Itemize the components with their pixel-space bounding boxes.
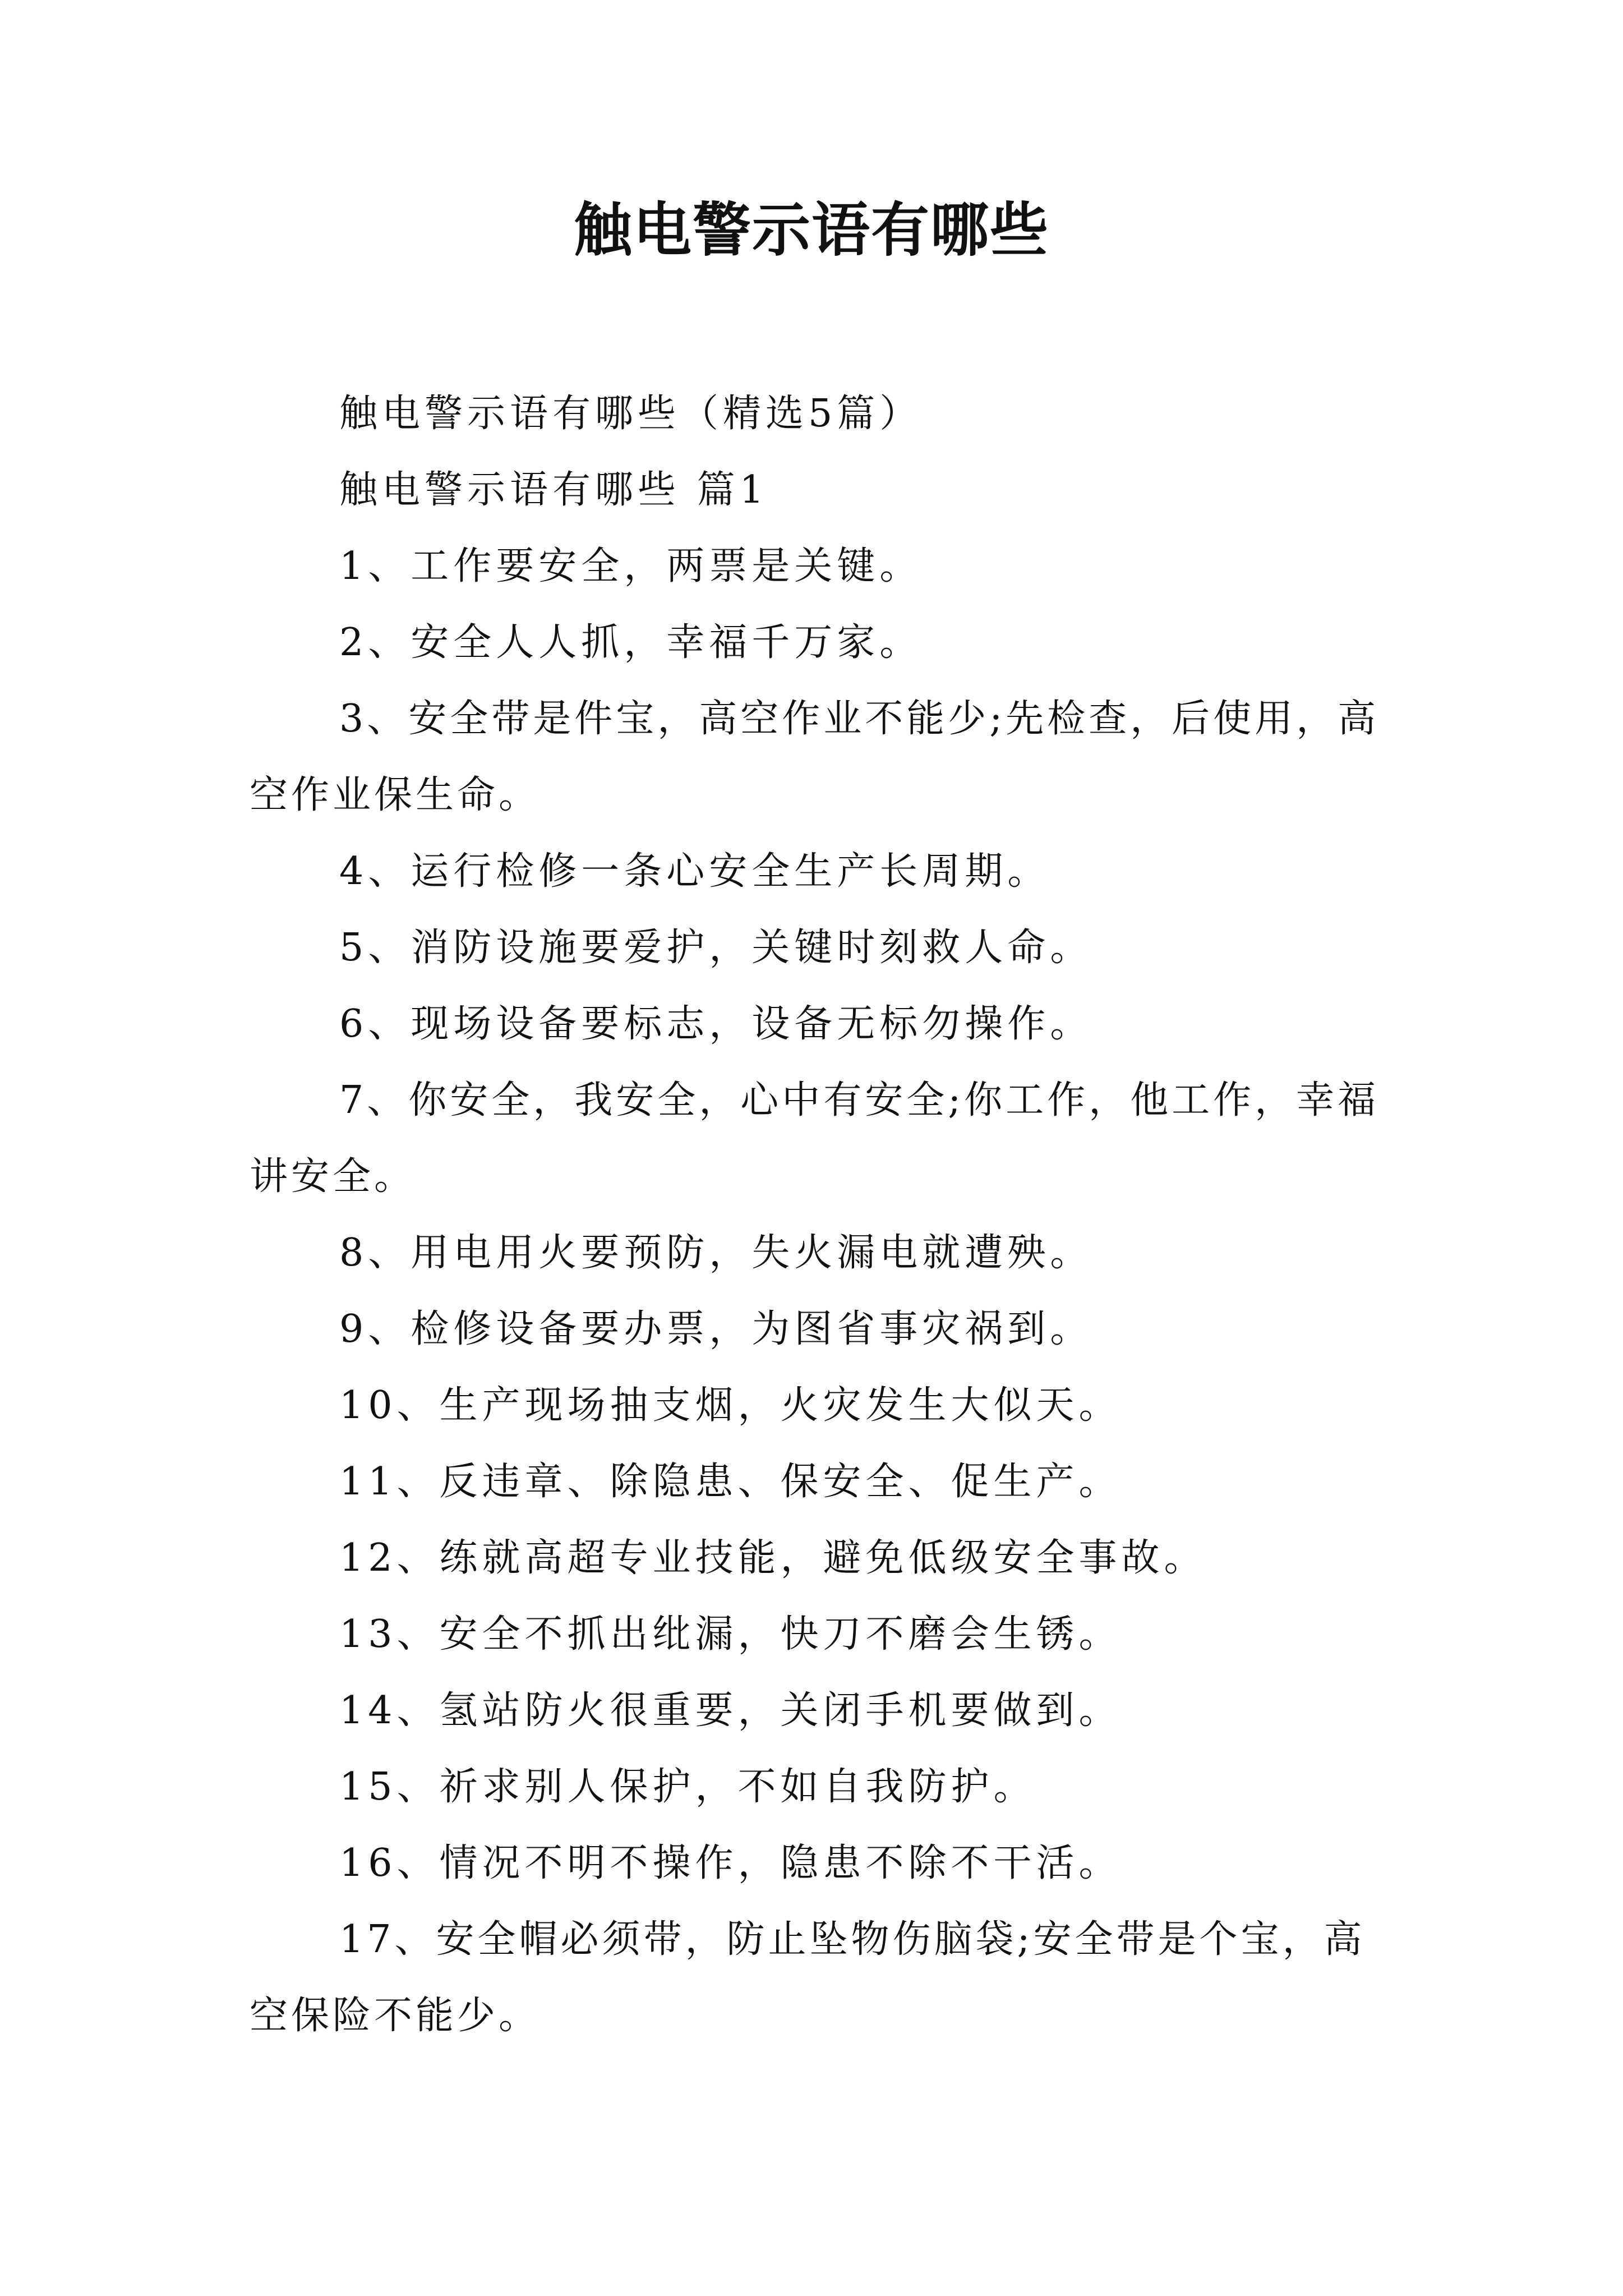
list-item: 15、祈求别人保护，不如自我防护。 — [339, 1765, 1036, 1809]
document-subtitle: 触电警示语有哪些（精选5篇） — [339, 392, 923, 436]
list-item: 12、练就高超专业技能，避免低级安全事故。 — [339, 1536, 1207, 1580]
list-item: 2、安全人人抓，幸福千万家。 — [339, 620, 923, 665]
list-item: 7、你安全，我安全，心中有安全;你工作，他工作，幸福讲安全。 — [250, 1078, 1380, 1199]
list-item: 9、检修设备要办票，为图省事灾祸到。 — [339, 1307, 1093, 1351]
section-heading: 触电警示语有哪些 篇1 — [339, 468, 768, 512]
list-item: 4、运行检修一条心安全生产长周期。 — [339, 849, 1050, 894]
list-item: 1、工作要安全，两票是关键。 — [339, 544, 923, 588]
list-item: 14、氢站防火很重要，关闭手机要做到。 — [339, 1688, 1122, 1733]
list-item: 17、安全帽必须带，防止坠物伤脑袋;安全带是个宝，高空保险不能少。 — [250, 1917, 1366, 2038]
list-item: 8、用电用火要预防，失火漏电就遭殃。 — [339, 1231, 1093, 1275]
list-item: 5、消防设施要爱护，关键时刻救人命。 — [339, 926, 1093, 970]
document-body — [250, 376, 1394, 2054]
list-item: 3、安全带是件宝，高空作业不能少;先检查，后使用，高空作业保生命。 — [250, 697, 1380, 817]
list-item: 16、情况不明不操作，隐患不除不干活。 — [339, 1841, 1122, 1885]
list-item: 10、生产现场抽支烟，火灾发生大似天。 — [339, 1383, 1122, 1428]
list-item: 6、现场设备要标志，设备无标勿操作。 — [339, 1002, 1093, 1046]
document-title: 触电警示语有哪些 — [573, 196, 1049, 264]
list-item: 11、反违章、除隐患、保安全、促生产。 — [339, 1460, 1122, 1504]
list-item: 13、安全不抓出纰漏，快刀不磨会生锈。 — [339, 1612, 1122, 1657]
